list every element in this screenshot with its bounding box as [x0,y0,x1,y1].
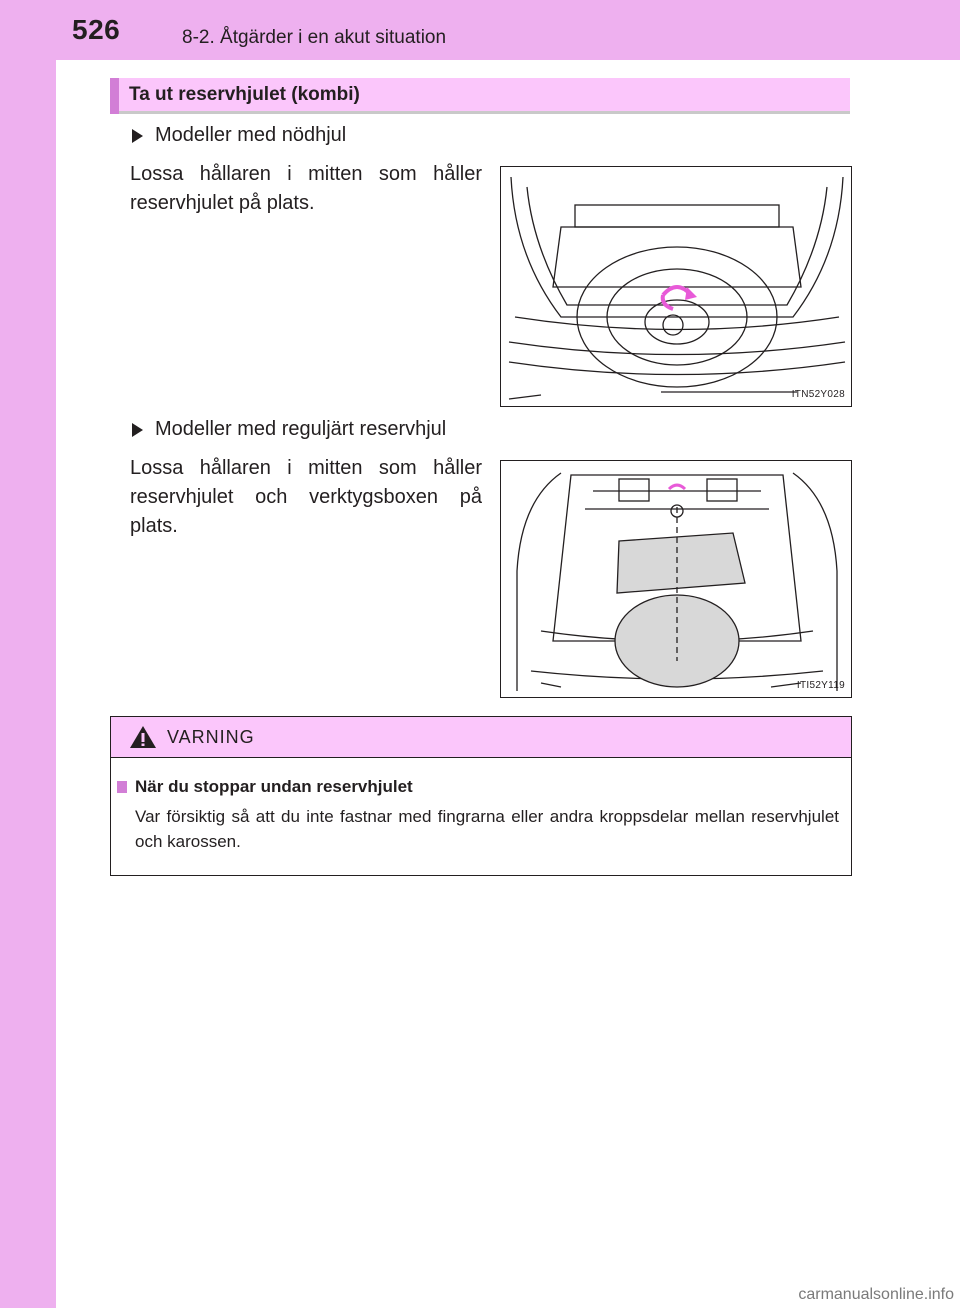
warning-label: VARNING [167,727,255,747]
triangle-bullet-icon [132,129,143,143]
section-title: Ta ut reservhjulet (kombi) [129,84,360,105]
warning-text: Var försiktig så att du inte fastnar med fingrarna eller andra kroppsdelar mellan reservhjulet och karossen. [135,807,839,851]
square-bullet-icon [117,781,127,793]
figure-code-2: ITI52Y119 [796,680,845,691]
warning-box [110,716,852,876]
bullet-item-1-label: Modeller med nödhjul [155,124,347,146]
bullet-item-1 [132,124,346,147]
warning-header [111,717,851,758]
warning-triangle-icon [129,725,157,749]
chapter-title: 8-2. Åtgärder i en akut situation [182,27,447,48]
side-color-bar [0,0,56,1308]
page-number: 526 [72,14,121,45]
section-header [110,78,850,114]
triangle-bullet-icon [132,423,143,437]
bullet-item-2-label: Modeller med reguljärt reservhjul [155,418,447,440]
figure-spare-wheel-compact [500,166,852,407]
figure-code-1: ITN52Y028 [791,389,845,400]
footer-watermark: carmanualsonline.info [798,1286,954,1303]
bullet-item-2 [132,418,446,441]
warning-subtitle [117,777,413,797]
instruction-text-1: Lossa hållaren i mitten som håller reservhjulet på plats. [130,163,482,214]
trunk-illustration-compact [501,167,852,407]
instruction-text-2: Lossa hållaren i mitten som håller reservhjulet och verktygsboxen på plats. [130,457,482,537]
trunk-illustration-regular [501,461,852,698]
section-accent [110,78,119,114]
figure-spare-wheel-regular [500,460,852,698]
warning-subtitle-text: När du stoppar undan reservhjulet [135,777,413,796]
